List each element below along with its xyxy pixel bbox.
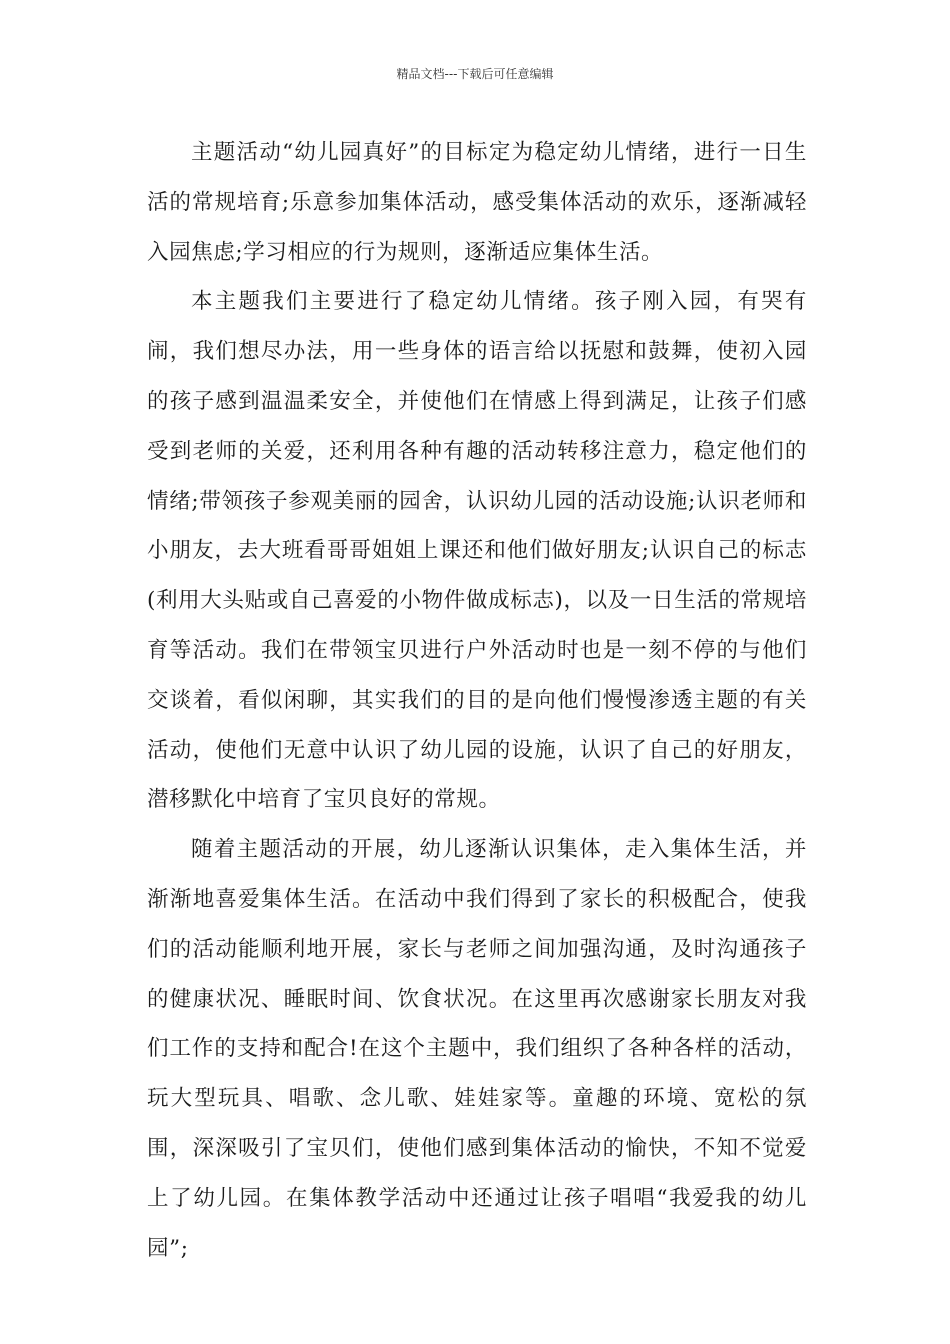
page-header: 精品文档---下载后可任意编辑 <box>396 67 554 81</box>
paragraph-2: 本主题我们主要进行了稳定幼儿情绪。孩子刚入园，有哭有闹，我们想尽办法，用一些身体的语言给以抚慰和鼓舞，使初入园的孩子感到温温柔安全，并使他们在情感上得到满足，让孩子们感受到老师的关爱，还利用各种有趣的活动转移注意力，稳定他们的情绪;带领孩子参观美丽的园舍，认识幼儿园的活动设施;认识老师和小朋友，去大班看哥哥姐姐上课还和他们做好朋友;认识自己的标志(利用大头贴或自己喜爱的小物件做成标志)，以及一日生活的常规培育等活动。我们在带领宝贝进行户外活动时也是一刻不停的与他们交谈着，看似闲聊，其实我们的目的是向他们慢慢渗透主题的有关活动，使他们无意中认识了幼儿园的设施，认识了自己的好朋友，潜移默化中培育了宝贝良好的常规。 <box>147 289 807 813</box>
paragraph-3: 随着主题活动的开展，幼儿逐渐认识集体，走入集体生活，并渐渐地喜爱集体生活。在活动中我们得到了家长的积极配合，使我们的活动能顺利地开展，家长与老师之间加强沟通，及时沟通孩子的健康状况、睡眠时间、饮食状况。在这里再次感谢家长朋友对我们工作的支持和配合!在这个主题中，我们组织了各种各样的活动，玩大型玩具、唱歌、念儿歌、娃娃家等。童趣的环境、宽松的氛围，深深吸引了宝贝们，使他们感到集体活动的愉快，不知不觉爱上了幼儿园。在集体教学活动中还通过让孩子唱唱“我爱我的幼儿园”; <box>147 837 807 1261</box>
document-body <box>147 128 807 1273</box>
paragraph-1: 主题活动“幼儿园真好”的目标定为稳定幼儿情绪，进行一日生活的常规培育;乐意参加集体活动，感受集体活动的欢乐，逐渐减轻入园焦虑;学习相应的行为规则，逐渐适应集体生活。 <box>147 140 807 265</box>
